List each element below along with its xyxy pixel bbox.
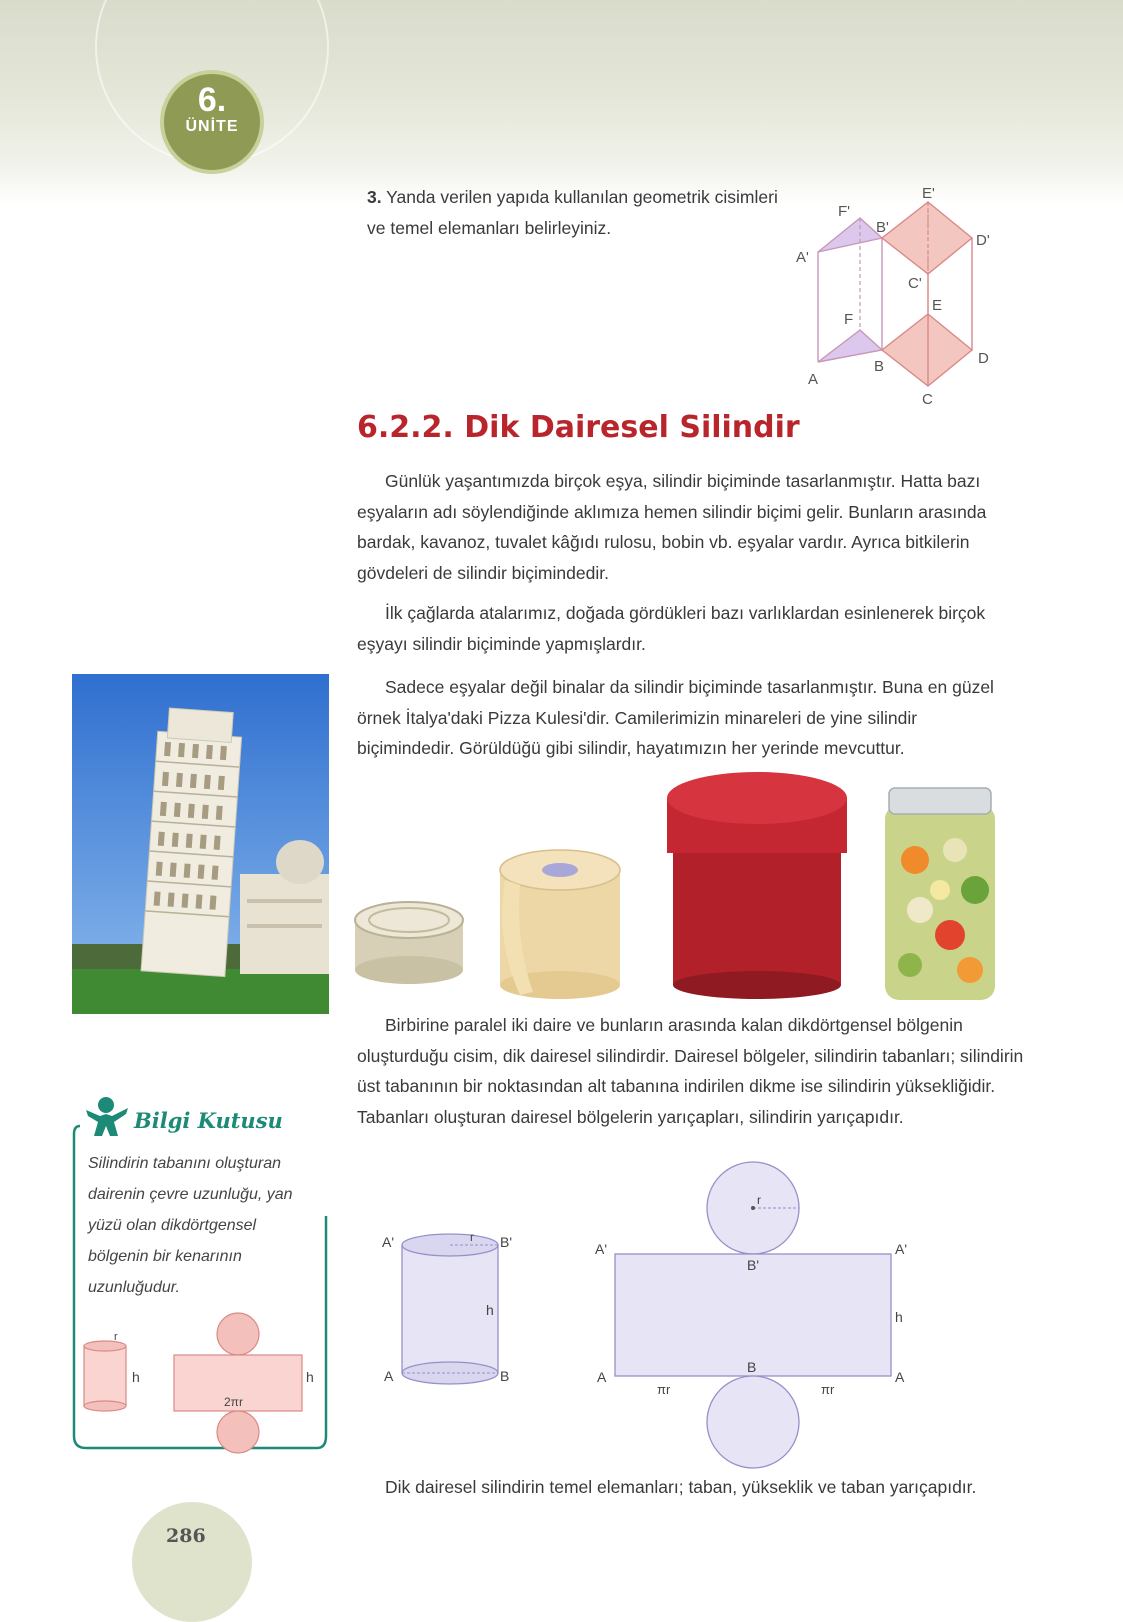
net-label-A-prime-right: A' [895, 1241, 908, 1257]
net-label-A-left: A [597, 1369, 607, 1385]
cyl-label-r: r [470, 1230, 474, 1244]
cyl-label-A-prime: A' [382, 1234, 395, 1250]
paragraph-2: İlk çağlarda atalarımız, doğada gördükleri bazı varlıklardan esinlenerek birçok eşyayı silindir biçiminde yapmışlardır. [357, 603, 986, 654]
info-box-title: Bilgi Kutusu [134, 1108, 283, 1133]
question-3 [367, 182, 787, 243]
info-label-h-left: h [132, 1369, 140, 1385]
label-D: D [978, 350, 989, 367]
net-label-B: B [747, 1359, 757, 1375]
pickle-jar-image [885, 788, 995, 1000]
info-box [72, 1096, 329, 1456]
label-F-prime: F' [838, 203, 851, 220]
net-label-pi-r-left: πr [657, 1382, 671, 1397]
cyl-label-A: A [384, 1368, 394, 1384]
cyl-label-B-prime: B' [500, 1234, 513, 1250]
info-box-figure-icon [82, 1096, 132, 1138]
label-C-prime: C' [908, 275, 922, 292]
tin-can-image [355, 902, 463, 984]
cylindrical-objects-photo [355, 770, 1025, 1005]
info-box-text: Silindirin tabanını oluşturan dairenin çevre uzunluğu, yan yüzü olan dikdörtgensel bölgenin bir kenarının uzunluğudur. [88, 1155, 293, 1296]
net-label-h: h [895, 1309, 903, 1325]
section-title: 6.2.2. Dik Dairesel Silindir [357, 410, 800, 445]
label-A: A [808, 371, 819, 388]
figure-caption: Dik dairesel silindirin temel elemanları; taban, yükseklik ve taban yarıçapıdır. [385, 1477, 977, 1497]
net-label-r: r [757, 1193, 761, 1207]
question-number: 3. [367, 187, 382, 207]
red-cylinder-box-image [667, 772, 847, 999]
label-D-prime: D' [976, 232, 990, 249]
net-label-B-prime: B' [747, 1257, 760, 1273]
label-C: C [922, 391, 933, 408]
cylinder-net-diagram [595, 1158, 915, 1468]
label-E: E [932, 297, 943, 314]
label-B-prime: B' [876, 219, 889, 236]
pisa-tower-photo [72, 674, 329, 1014]
label-F: F [844, 311, 854, 328]
question-text: Yanda verilen yapıda kullanılan geometrik cisimleri ve temel elemanları belirleyiniz. [367, 187, 778, 238]
paragraph-3: Sadece eşyalar değil binalar da silindir biçiminde tasarlanmıştır. Buna en güzel örnek İtalya'daki Pizza Kulesi'dir. Camilerimizin minareleri de yine silindir biçimindedir. Görüldüğü gibi silindir, hayatımızın her yerinde mevcuttur. [357, 677, 994, 758]
paragraph-4: Birbirine paralel iki daire ve bunların arasında kalan dikdörtgensel bölgenin oluşturduğu cisim, dik dairesel silindirdir. Dairesel bölgeler, silindirin tabanları; silindirin üst tabanının bir noktasından alt tabanına indirilen dikme ise silindirin yüksekliğidir. Tabanları oluşturan dairesel bölgelerin yarıçapları, silindirin yarıçapıdır. [357, 1015, 1024, 1127]
page-number: 286 [166, 1525, 206, 1547]
info-label-r: r [114, 1331, 118, 1343]
unit-label: ÜNİTE [185, 118, 239, 135]
net-label-A-right: A [895, 1369, 905, 1385]
cyl-label-B: B [500, 1368, 510, 1384]
unit-number: 6. [197, 81, 227, 119]
cylinder-diagram [380, 1225, 520, 1395]
info-box-net-diagram [78, 1314, 323, 1444]
unit-badge [160, 70, 264, 174]
info-label-2pi-r: 2πr [224, 1395, 243, 1409]
net-label-A-prime-left: A' [595, 1241, 608, 1257]
label-E-prime: E' [922, 185, 935, 202]
prism-structure-diagram [796, 180, 1025, 410]
paragraph-1: Günlük yaşantımızda birçok eşya, silindir biçiminde tasarlanmıştır. Hatta bazı eşyaların adı söylendiğinde aklımıza hemen silindir biçimi gelir. Bunların arasında bardak, kavanoz, tuvalet kâğıdı rulosu, bobin vb. eşyalar vardır. Ayrıca bitkilerin gövdeleri de silindir biçimindedir. [357, 471, 987, 583]
label-B: B [874, 358, 885, 375]
toilet-paper-image [500, 850, 620, 999]
info-label-h-right: h [306, 1369, 314, 1385]
net-label-pi-r-right: πr [821, 1382, 835, 1397]
label-A-prime: A' [796, 249, 809, 266]
page-number-badge [132, 1502, 252, 1622]
cyl-label-h: h [486, 1302, 494, 1318]
